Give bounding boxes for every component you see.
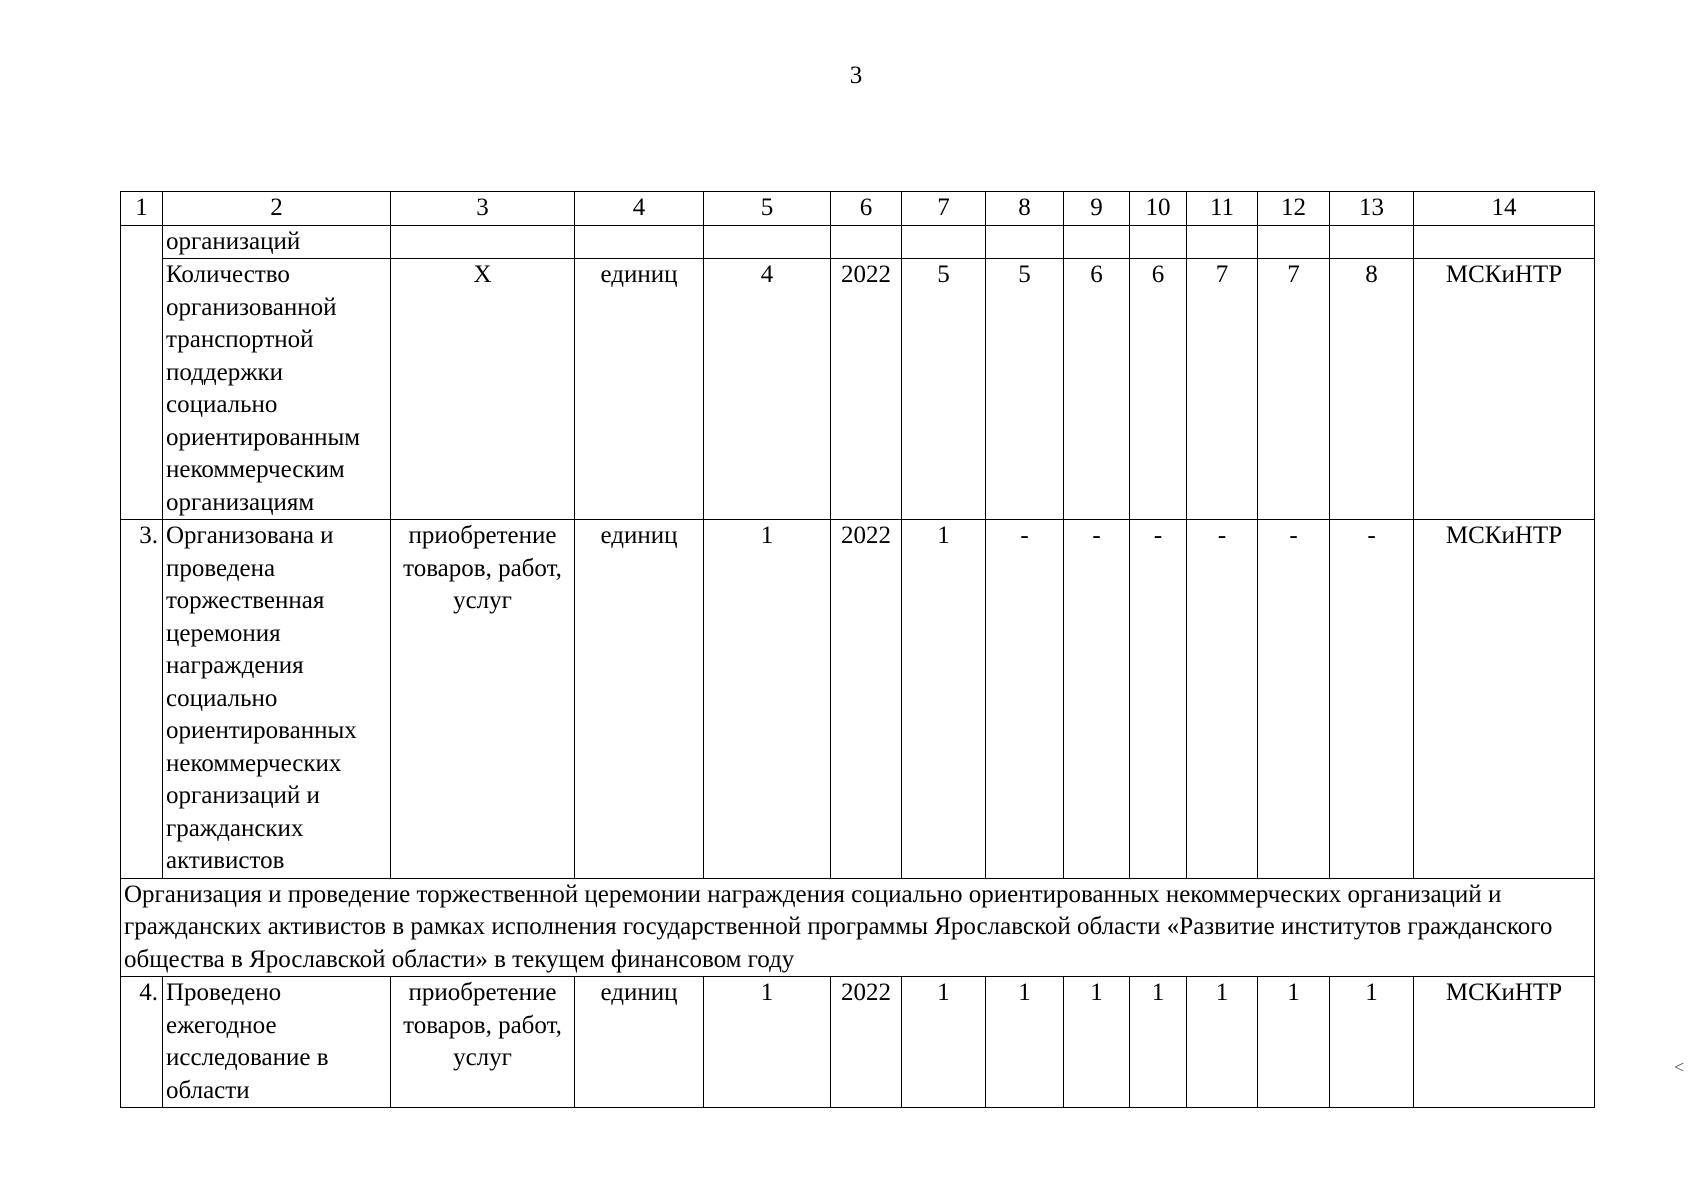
column-header: 11 xyxy=(1187,192,1258,226)
base-value: 4 xyxy=(704,259,831,520)
year-value: 6 xyxy=(1130,259,1187,520)
year-value: - xyxy=(1130,520,1187,879)
year-value: 7 xyxy=(1258,259,1330,520)
column-header: 8 xyxy=(986,192,1064,226)
result-name: Проведено ежегодное исследование в области xyxy=(163,977,391,1108)
unit: единиц xyxy=(575,520,704,879)
year-value: - xyxy=(1258,520,1330,879)
column-header: 10 xyxy=(1130,192,1187,226)
year-value: - xyxy=(986,520,1064,879)
table-header-row xyxy=(121,192,1595,226)
year-value: 1 xyxy=(1064,977,1130,1108)
base-year: 2022 xyxy=(831,259,902,520)
margin-mark: < xyxy=(1674,1057,1685,1077)
table-row-continuation xyxy=(121,225,1595,259)
year-value: 5 xyxy=(902,259,986,520)
row-number-cell xyxy=(121,225,163,520)
column-header: 13 xyxy=(1330,192,1414,226)
year-value: 1 xyxy=(1258,977,1330,1108)
column-header: 12 xyxy=(1258,192,1330,226)
result-type: X xyxy=(391,259,575,520)
table-row-merged xyxy=(121,878,1595,977)
data-table xyxy=(120,191,1595,1108)
row-number: 3. xyxy=(121,520,163,879)
column-header: 4 xyxy=(575,192,704,226)
year-value: 6 xyxy=(1064,259,1130,520)
year-value: - xyxy=(1187,520,1258,879)
unit: единиц xyxy=(575,977,704,1108)
result-type: приобретение товаров, работ, услуг xyxy=(391,520,575,879)
table-row-indicator xyxy=(121,259,1595,520)
year-value: 1 xyxy=(1187,977,1258,1108)
table-row-4 xyxy=(121,977,1595,1108)
base-value: 1 xyxy=(704,977,831,1108)
year-value: - xyxy=(1330,520,1414,879)
base-year: 2022 xyxy=(831,977,902,1108)
column-header: 9 xyxy=(1064,192,1130,226)
result-name: Организована и проведена торжественная церемония награждения социально ориентированных некоммерческих организаций и гражданских активистов xyxy=(163,520,391,879)
column-header: 5 xyxy=(704,192,831,226)
column-header: 2 xyxy=(163,192,391,226)
year-value: 1 xyxy=(902,977,986,1108)
year-value: 1 xyxy=(986,977,1064,1108)
year-value: - xyxy=(1064,520,1130,879)
column-header: 6 xyxy=(831,192,902,226)
indicator-name-continuation: организаций xyxy=(163,225,391,259)
merged-description: Организация и проведение торжественной церемонии награждения социально ориентированных некоммерческих организаций и гражданских активистов в рамках исполнения государственной программы Ярославской области «Развитие институтов гражданского общества в Ярославской области» в текущем финансовом году xyxy=(121,878,1595,977)
indicator-name: Количество организованной транспортной поддержки социально ориентированным некоммерческим организациям xyxy=(163,259,391,520)
column-header: 3 xyxy=(391,192,575,226)
result-type: приобретение товаров, работ, услуг xyxy=(391,977,575,1108)
year-value: 8 xyxy=(1330,259,1414,520)
year-value: 7 xyxy=(1187,259,1258,520)
year-value: 5 xyxy=(986,259,1064,520)
executor: МСКиНТР xyxy=(1414,520,1595,879)
unit: единиц xyxy=(575,259,704,520)
executor: МСКиНТР xyxy=(1414,259,1595,520)
column-header: 14 xyxy=(1414,192,1595,226)
column-header: 7 xyxy=(902,192,986,226)
column-header: 1 xyxy=(121,192,163,226)
year-value: 1 xyxy=(902,520,986,879)
table-row-3 xyxy=(121,520,1595,879)
page-number: 3 xyxy=(849,62,863,89)
year-value: 1 xyxy=(1130,977,1187,1108)
year-value: 1 xyxy=(1330,977,1414,1108)
executor: МСКиНТР xyxy=(1414,977,1595,1108)
row-number: 4. xyxy=(121,977,163,1108)
base-year: 2022 xyxy=(831,520,902,879)
base-value: 1 xyxy=(704,520,831,879)
